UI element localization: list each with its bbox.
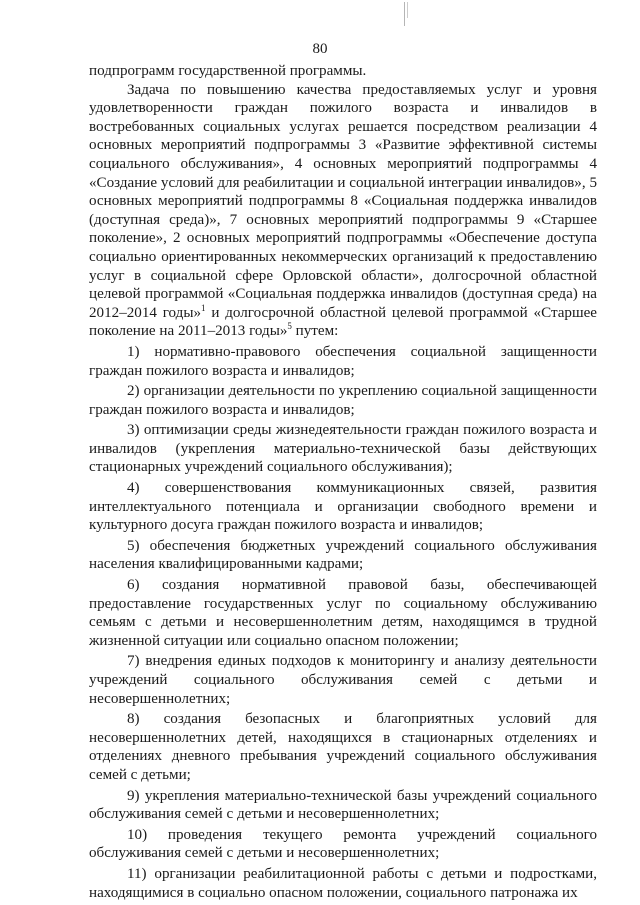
page-number: 80 xyxy=(312,41,328,57)
scan-artifact-line xyxy=(407,2,408,18)
list-item: 3) оптимизации среды жизнедеятельности граждан пожилого возраста и инвалидов (укрепления материально-технической базы действующих стационарных учреждений социального обслуживания); xyxy=(89,422,597,476)
list-item: 5) обеспечения бюджетных учреждений социального обслуживания населения квалифицированными кадрами; xyxy=(89,537,597,573)
paragraph-continuation: подпрограмм государственной программы. xyxy=(89,63,367,79)
list-item: 2) организации деятельности по укреплению социальной защищенности граждан пожилого возраста и инвалидов; xyxy=(89,383,597,418)
list-item: 4) совершенствования коммуникационных связей, развития интеллектуального потенциала и организации свободного времени и культурного досуга граждан пожилого возраста и инвалидов; xyxy=(89,480,597,534)
list-item: 1) нормативно-правового обеспечения социальной защищенности граждан пожилого возраста и инвалидов; xyxy=(89,343,597,379)
footnote-ref: 5 xyxy=(287,321,292,332)
body-text xyxy=(89,62,597,902)
scan-artifact-line xyxy=(404,2,405,26)
list-item: 10) проведения текущего ремонта учреждений социального обслуживания семей с детьми и несовершеннолетних; xyxy=(89,826,597,862)
list-item: 9) укрепления материально-технической базы учреждений социального обслуживания семей с детьми и несовершеннолетних; xyxy=(89,787,597,823)
list-item: 6) создания нормативной правовой базы, обеспечивающей предоставление государственных услуг по социальному обслуживанию семьям с детьми и несовершеннолетним детям, находящимся в трудной жизненной ситуации или социально опасном положении; xyxy=(89,577,597,649)
footnote-ref: 1 xyxy=(201,302,206,313)
list-item: 7) внедрения единых подходов к мониторингу и анализу деятельности учреждений социального обслуживания семей с детьми и несовершеннолетних; xyxy=(89,653,597,707)
paragraph-task: Задача по повышению качества предоставляемых услуг и уровня удовлетворенности граждан пожилого возраста и инвалидов в востребованных социальных услугах решается посредством реализации 4 основных мероприятий подпрограммы 3 «Развитие эффективной системы социального обслуживания», 4 основных мероприятий подпрограммы 4 «Создание условий для реабилитации и социальной интеграции инвалидов», 5 основных мероприятий подпрограммы 8 «Социальная поддержка инвалидов (доступная среда)», 7 основных мероприятий подпрограммы 9 «Старшее поколение», 2 основных мероприятий подпрограммы «Обеспечение доступа социально ориентированных некоммерческих организаций к предоставлению услуг в социальной сфере Орловской области», долгосрочной областной целевой программой «Социальная поддержка инвалидов (доступная среда) на 2012–2014 годы»$^1$ и долгосрочной областной целевой программой «Старшее поколение на 2011–2013 годы»$^5$ путем: xyxy=(89,81,597,340)
list-item: 8) создания безопасных и благоприятных условий для несовершеннолетних детей, находящихся в стационарных отделениях и отделениях дневного пребывания учреждений социального обслуживания семей с детьми; xyxy=(89,711,597,783)
list-item: 11) организации реабилитационной работы с детьми и подростками, находящимися в социально опасном положении, социального патронажа их xyxy=(89,865,597,901)
